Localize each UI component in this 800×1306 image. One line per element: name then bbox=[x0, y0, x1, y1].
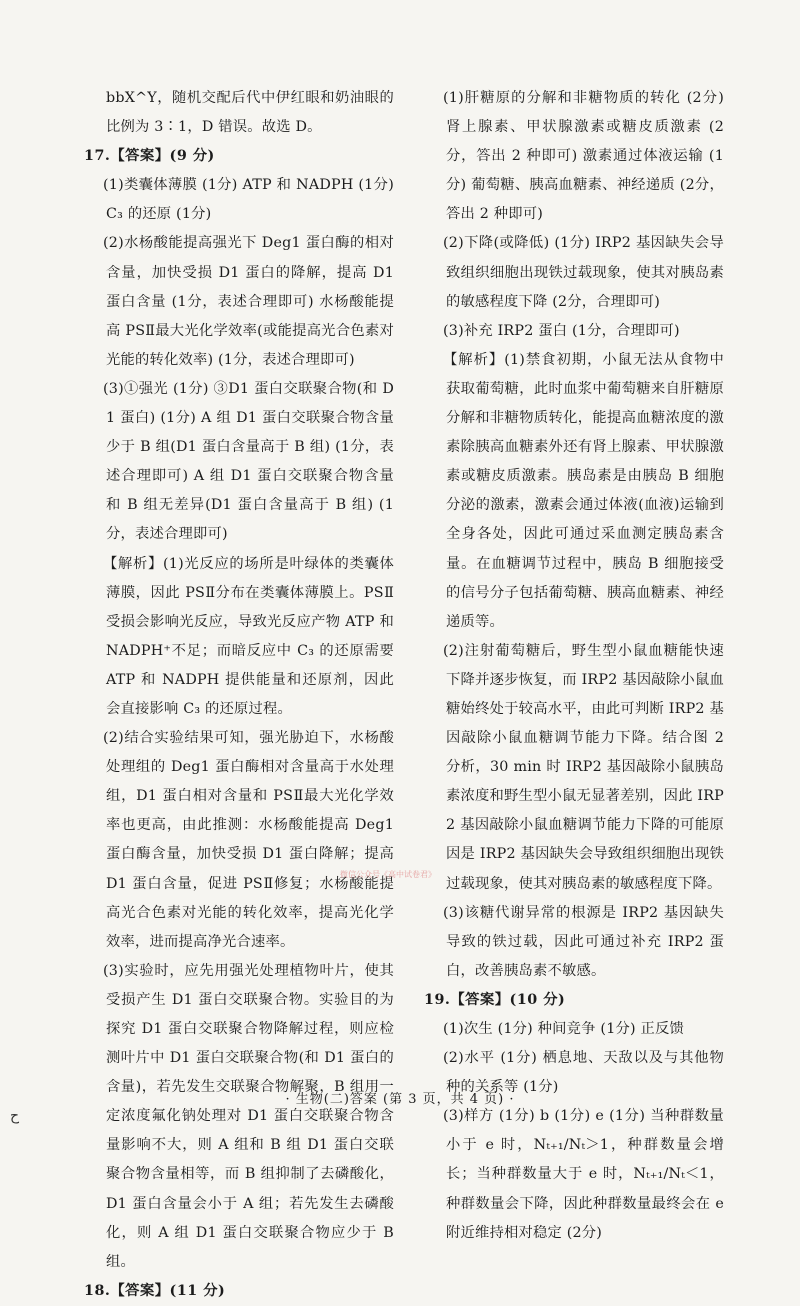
corner-mark: ح bbox=[10, 1108, 20, 1124]
right-column bbox=[424, 84, 724, 1248]
left-column bbox=[84, 84, 394, 1306]
page-footer: · 生物(二)答案 (第 3 页，共 4 页) · bbox=[285, 1092, 515, 1107]
q18-analysis-2: (2)注射葡萄糖后，野生型小鼠血糖能快速下降并逐步恢复，而 IRP2 基因敲除小鼠血糖始终处于较高水平，由此可判断 IRP2 基因敲除小鼠血糖调节能力下降。结合图 2 分析，30 min 时 IRP2 基因敲除小鼠胰岛素浓度和野生型小鼠无显著差别，因此 IRP2 基因敲除小鼠血糖调节能力下降的可能原因是 IRP2 基因缺失会导致组织细胞出现铁过载现象，使其对胰岛素的敏感程度下降。 bbox=[443, 642, 724, 892]
question-18-answer-heading: 18.【答案】(11 分) bbox=[84, 1282, 226, 1299]
q19-answer-1: (1)次生 (1分) 种间竞争 (1分) 正反馈 bbox=[443, 1021, 684, 1037]
q17-analysis-1: 【解析】(1)光反应的场所是叶绿体的类囊体薄膜，因此 PSⅡ分布在类囊体薄膜上。PSⅡ受损会影响光反应，导致光反应产物 ATP 和 NADPH⁺不足；而暗反应中 C₃ 的还原需要 ATP 和 NADPH 提供能量和还原剂，因此会直接影响 C₃ 的还原过程。 bbox=[103, 555, 394, 717]
q18-answer-1: (1)肝糖原的分解和非糖物质的转化 (2分) 肾上腺素、甲状腺激素或糖皮质激素 (2分，答出 2 种即可) 激素通过体液运输 (1分) 葡萄糖、胰高血糖素、神经递质 (2分，答出 2 种即可) bbox=[443, 90, 724, 223]
q17-answer-3: (3)①强光 (1分) ③D1 蛋白交联聚合物(和 D1 蛋白) (1分) A 组 D1 蛋白交联聚合物含量少于 B 组(D1 蛋白含量高于 B 组) (1分，表述合理即可) A 组 D1 蛋白交联聚合物含量和 B 组无差异(D1 蛋白含量高于 B 组) (1分，表述合理即可) bbox=[103, 380, 394, 543]
q19-answer-2: (2)水平 (1分) 栖息地、天敌以及与其他物种的关系等 (1分) bbox=[443, 1050, 724, 1096]
q17-analysis-2: (2)结合实验结果可知，强光胁迫下，水杨酸处理组的 Deg1 蛋白酶相对含量高于水处理组，D1 蛋白相对含量和 PSⅡ最大光化学效率也更高，由此推测：水杨酸能提高 Deg1 蛋白酶含量，加快受损 D1 蛋白降解；提高 D1 蛋白含量，促进 PSⅡ修复；水杨酸能提高光合色素对光能的转化效率，提高光化学效率，进而提高净光合速率。 bbox=[103, 730, 394, 950]
q18-analysis-1: 【解析】(1)禁食初期，小鼠无法从食物中获取葡萄糖，此时血浆中葡萄糖来自肝糖原分解和非糖物质转化，能提高血糖浓度的激素除胰高血糖素外还有肾上腺素、甲状腺激素或糖皮质激素。胰岛素是由胰岛 B 细胞分泌的激素，激素会通过体液(血液)运输到全身各处，因此可通过采血测定胰岛素含量。在血糖调节过程中，胰岛 B 细胞接受的信号分子包括葡萄糖、胰高血糖素、神经递质等。 bbox=[443, 351, 724, 630]
question-19-answer-heading: 19.【答案】(10 分) bbox=[424, 991, 566, 1008]
q18-analysis-3: (3)该糖代谢异常的根源是 IRP2 基因缺失导致的铁过载，因此可通过补充 IRP2 蛋白，改善胰岛素不敏感。 bbox=[443, 904, 724, 979]
q17-analysis-3: (3)实验时，应先用强光处理植物叶片，使其受损产生 D1 蛋白交联聚合物。实验目的为探究 D1 蛋白交联聚合物降解过程，则应检测叶片中 D1 蛋白交联聚合物(和 D1 蛋白的含量)，若先发生交联聚合物解聚，B 组用一定浓度氟化钠处理对 D1 蛋白交联聚合物含量影响不大，则 A 组和 B 组 D1 蛋白交联聚合物含量相等，而 B 组抑制了去磷酸化，D1 蛋白含量会小于 A 组；若先发生去磷酸化，则 A 组 D1 蛋白交联聚合物应少于 B 组。 bbox=[103, 962, 394, 1270]
intro-text: bbX^Y，随机交配后代中伊红眼和奶油眼的比例为 3∶1，D 错误。故选 D。 bbox=[106, 90, 394, 136]
question-17-answer-heading: 17.【答案】(9 分) bbox=[84, 148, 215, 165]
watermark: 微信公众号《高中试卷君》 bbox=[340, 870, 436, 879]
q18-answer-2: (2)下降(或降低) (1分) IRP2 基因缺失会导致组织细胞出现铁过载现象，使其对胰岛素的敏感程度下降 (2分，合理即可) bbox=[443, 235, 724, 310]
q18-answer-3: (3)补充 IRP2 蛋白 (1分，合理即可) bbox=[443, 322, 680, 339]
q17-answer-2: (2)水杨酸能提高强光下 Deg1 蛋白酶的相对含量，加快受损 D1 蛋白的降解，提高 D1 蛋白含量 (1分，表述合理即可) 水杨酸能提高 PSⅡ最大光化学效率(或能提高光合色素对光能的转化效率) (1分，表述合理即可) bbox=[103, 235, 394, 368]
q19-answer-3: (3)样方 (1分) b (1分) e (1分) 当种群数量小于 e 时，Nₜ₊₁/Nₜ＞1，种群数量会增长；当种群数量大于 e 时，Nₜ₊₁/Nₜ＜1，种群数量会下降，因此种群数量最终会在 e 附近维持相对稳定 (2分) bbox=[443, 1108, 725, 1241]
q17-answer-1: (1)类囊体薄膜 (1分) ATP 和 NADPH (1分) C₃ 的还原 (1分) bbox=[103, 177, 394, 223]
